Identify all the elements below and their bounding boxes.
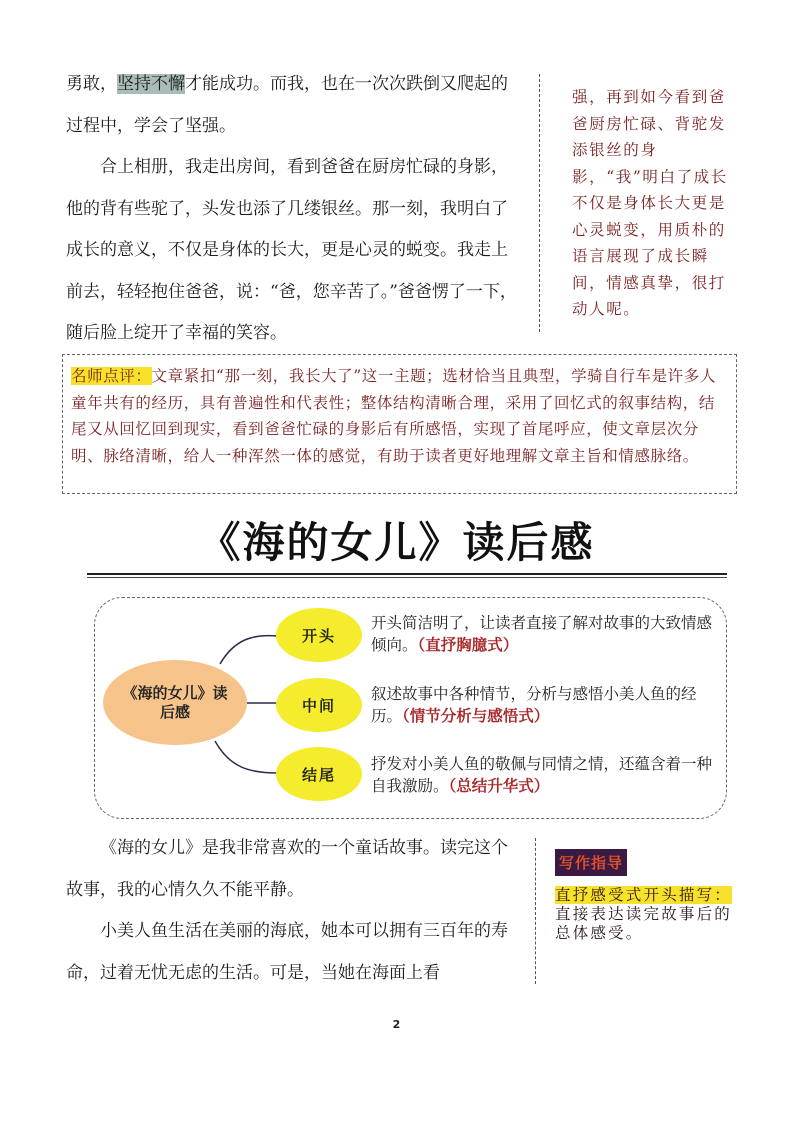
title-divider bbox=[87, 573, 727, 578]
side-comment-text: 强，再到如今看到爸爸厨房忙碌、背驼发添银丝的身影，“我”明白了成长不仅是身体长大更是心灵蜕变，用质朴的语言展现了成长瞬间，情感真挚，很打动人呢。 bbox=[572, 88, 728, 318]
mindmap-node-ending: 结尾 bbox=[276, 747, 362, 801]
teacher-review-body: 文章紧扣“那一刻，我长大了”这一主题；选材恰当且典型，学骑自行车是许多人童年共有的经历，具有普遍性和代表性；整体结构清晰合理，采用了回忆式的叙事结构，结尾又从回忆回到现实，看到爸爸忙碌的身影后有所感悟，实现了首尾呼应，使文章层次分明、脉络清晰，给人一种浑然一体的感觉，有助于读者更好地理解文章主旨和情感脉络。 bbox=[71, 367, 716, 465]
page-number: 2 bbox=[392, 1018, 401, 1031]
writing-guide-text: 直接表达读完故事后的总体感受。 bbox=[555, 905, 733, 942]
essay-text: 才能成功。而我，也在一次次跌倒又爬起的过程中，学会了坚强。 bbox=[66, 74, 508, 136]
mindmap-desc-text: 开头简洁明了，让读者直接了解对故事的大致情感倾向。 bbox=[371, 614, 713, 654]
essay-body bbox=[66, 828, 521, 994]
teacher-review-text bbox=[71, 363, 730, 469]
teacher-review-label: 名师点评： bbox=[71, 367, 152, 385]
writing-guide bbox=[535, 838, 745, 984]
mindmap-node-opening: 开头 bbox=[276, 608, 362, 662]
mindmap bbox=[94, 597, 727, 819]
writing-guide-highlight: 直抒感受式开头描写： bbox=[555, 886, 733, 904]
mindmap-tag: （直抒胸臆式） bbox=[417, 636, 519, 654]
mindmap-desc-ending bbox=[371, 753, 716, 797]
mindmap-desc-middle bbox=[371, 683, 716, 727]
teacher-review-box bbox=[62, 354, 737, 494]
essay-paragraph: 合上相册，我走出房间，看到爸爸在厨房忙碌的身影，他的背有些驼了，头发也添了几缕银丝。那一刻，我明白了成长的意义，不仅是身体的长大，更是心灵的蜕变。我走上前去，轻轻抱住爸爸，说：“爸，您辛苦了。”爸爸愣了一下，随后脸上绽开了幸福的笑容。 bbox=[66, 157, 517, 343]
mindmap-desc-opening bbox=[371, 612, 716, 656]
essay-text: 勇敢， bbox=[66, 74, 117, 94]
mindmap-desc-text: 抒发对小美人鱼的敬佩与同情之情，还蕴含着一种自我激励。 bbox=[371, 755, 713, 795]
mindmap-tag: （情节分析与感悟式） bbox=[402, 707, 550, 725]
essay-continuation bbox=[66, 64, 521, 355]
mindmap-desc-text: 叙述故事中各种情节，分析与感悟小美人鱼的经历。 bbox=[371, 685, 697, 725]
side-comment bbox=[539, 74, 739, 332]
essay-paragraph bbox=[66, 64, 521, 147]
highlighted-phrase: 坚持不懈 bbox=[117, 74, 185, 94]
section-title: 《海的女儿》读后感 bbox=[198, 518, 595, 567]
essay-paragraph: 《海的女儿》是我非常喜欢的一个童话故事。读完这个故事，我的心情久久不能平静。 bbox=[66, 838, 508, 900]
writing-guide-body bbox=[555, 886, 740, 943]
essay-paragraph: 小美人鱼生活在美丽的海底，她本可以拥有三百年的寿命，过着无忧无虑的生活。可是，当她在海面上看 bbox=[66, 921, 508, 983]
writing-guide-label: 写作指导 bbox=[555, 849, 627, 876]
mindmap-tag: （总结升华式） bbox=[448, 777, 550, 795]
mindmap-center-node: 《海的女儿》读后感 bbox=[103, 660, 247, 745]
mindmap-node-middle: 中间 bbox=[276, 678, 362, 732]
